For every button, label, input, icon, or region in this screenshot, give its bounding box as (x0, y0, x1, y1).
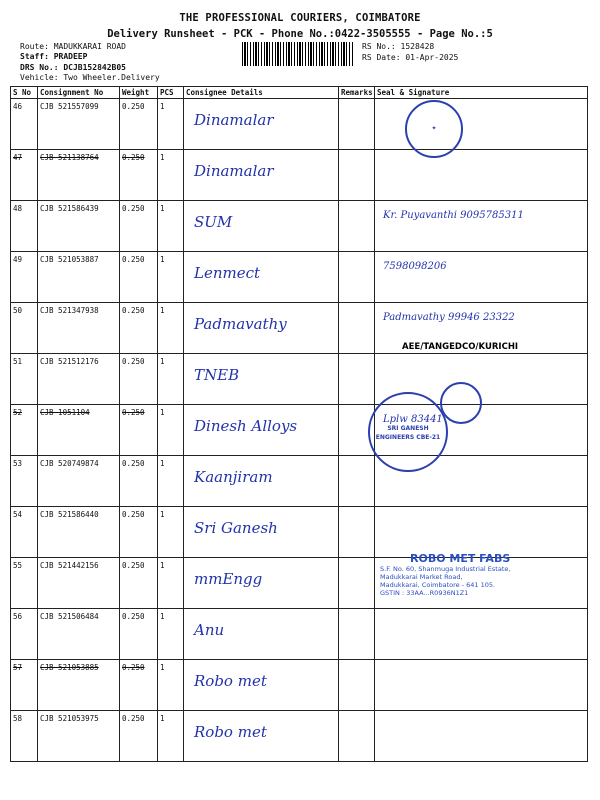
row-remarks (339, 150, 375, 201)
row-pcs: 1 (158, 150, 184, 201)
vehicle-label: Vehicle: Two Wheeler.Delivery (20, 73, 160, 82)
row-sno: 56 (11, 609, 38, 660)
row-sno: 47 (11, 150, 38, 201)
row-sno: 57 (11, 660, 38, 711)
robo-met-name: ROBO MET FABS (410, 552, 511, 565)
row-sno: 48 (11, 201, 38, 252)
col-consignment: Consignment No (38, 87, 120, 99)
row-consignment: CJB 521512176 (38, 354, 120, 405)
row-consignment: CJB 521053885 (38, 660, 120, 711)
row-pcs: 1 (158, 99, 184, 150)
row-consignee: Kaanjiram (184, 456, 339, 507)
row-seal (375, 252, 588, 303)
row-consignee: Robo met (184, 711, 339, 762)
round-seal-stamp: ✦ (405, 100, 463, 158)
table-row (11, 201, 588, 252)
row-weight: 0.250 (120, 660, 158, 711)
col-consignee: Consignee Details (184, 87, 339, 99)
row-pcs: 1 (158, 252, 184, 303)
route-label: Route: MADUKKARAI ROAD (20, 42, 126, 51)
table-row (11, 456, 588, 507)
sri-ganesh-stamp: SRI GANESH ENGINEERS CBE-21 (368, 392, 448, 472)
row-remarks (339, 507, 375, 558)
row-pcs: 1 (158, 711, 184, 762)
row-consignment: CJB 521557099 (38, 99, 120, 150)
row-remarks (339, 201, 375, 252)
row-consignee: Anu (184, 609, 339, 660)
row-consignee: TNEB (184, 354, 339, 405)
row-seal (375, 150, 588, 201)
row-remarks (339, 711, 375, 762)
col-remarks: Remarks (339, 87, 375, 99)
row-remarks (339, 609, 375, 660)
table-row (11, 405, 588, 456)
row-consignment: CJB 1051104 (38, 405, 120, 456)
rs-no-label: RS No.: 1528428 (362, 42, 435, 51)
row-seal (375, 201, 588, 252)
runsheet-subtitle: Delivery Runsheet - PCK - Phone No.:0422-3505555 - Page No.:5 (107, 28, 493, 40)
tangedco-stamp: AEE/TANGEDCO/KURICHI (402, 342, 519, 352)
row-consignee: Dinamalar (184, 150, 339, 201)
row-sno: 51 (11, 354, 38, 405)
row-consignee: Robo met (184, 660, 339, 711)
row-seal (375, 660, 588, 711)
drs-label: DRS No.: DCJB152842B05 (20, 63, 126, 72)
col-seal: Seal & Signature (375, 87, 588, 99)
row-remarks (339, 303, 375, 354)
row-sno: 53 (11, 456, 38, 507)
row-consignee: SUM (184, 201, 339, 252)
table-row (11, 507, 588, 558)
row-sno: 55 (11, 558, 38, 609)
rs-date-label: RS Date: 01-Apr-2025 (362, 53, 459, 62)
row-weight: 0.250 (120, 354, 158, 405)
row-remarks (339, 252, 375, 303)
row-remarks (339, 99, 375, 150)
row-pcs: 1 (158, 354, 184, 405)
row-pcs: 1 (158, 456, 184, 507)
handwritten-signature: 7598098206 (383, 261, 447, 272)
table-row (11, 711, 588, 762)
row-pcs: 1 (158, 303, 184, 354)
robo-met-addr3: Madukkarai, Coimbatore - 641 105. (380, 581, 496, 589)
row-seal (375, 609, 588, 660)
row-consignment: CJB 521586440 (38, 507, 120, 558)
table-row (11, 252, 588, 303)
row-weight: 0.250 (120, 303, 158, 354)
row-weight: 0.250 (120, 456, 158, 507)
row-remarks (339, 456, 375, 507)
row-consignee: mmEngg (184, 558, 339, 609)
row-weight: 0.250 (120, 558, 158, 609)
row-weight: 0.250 (120, 99, 158, 150)
row-consignment: CJB 521506484 (38, 609, 120, 660)
table-row (11, 354, 588, 405)
row-consignment: CJB 521586439 (38, 201, 120, 252)
row-weight: 0.250 (120, 201, 158, 252)
robo-met-stamp (380, 553, 570, 597)
row-consignment: CJB 521138764 (38, 150, 120, 201)
col-pcs: PCS (158, 87, 184, 99)
row-consignment: CJB 521442156 (38, 558, 120, 609)
row-consignee: Lenmect (184, 252, 339, 303)
handwritten-signature: Lplw 83441 (383, 414, 443, 425)
row-remarks (339, 660, 375, 711)
row-pcs: 1 (158, 609, 184, 660)
robo-met-addr2: Madukkarai Market Road, (380, 573, 463, 581)
table-row (11, 609, 588, 660)
row-consignee: Dinamalar (184, 99, 339, 150)
row-sno: 49 (11, 252, 38, 303)
second-round-stamp (440, 382, 482, 424)
table-row (11, 99, 588, 150)
table-header (11, 87, 588, 99)
row-pcs: 1 (158, 405, 184, 456)
col-sno: S No (11, 87, 38, 99)
row-consignee: Dinesh Alloys (184, 405, 339, 456)
row-pcs: 1 (158, 660, 184, 711)
runsheet-table (10, 86, 588, 762)
row-consignment: CJB 520749874 (38, 456, 120, 507)
row-weight: 0.250 (120, 150, 158, 201)
table-row (11, 150, 588, 201)
row-remarks (339, 558, 375, 609)
row-pcs: 1 (158, 201, 184, 252)
row-sno: 54 (11, 507, 38, 558)
robo-met-gstin: GSTIN : 33AA...R0936N1Z1 (380, 589, 469, 597)
row-consignment: CJB 521053887 (38, 252, 120, 303)
handwritten-signature: Kr. Puyavanthi 9095785311 (383, 210, 524, 221)
row-pcs: 1 (158, 507, 184, 558)
row-weight: 0.250 (120, 609, 158, 660)
row-seal (375, 507, 588, 558)
row-weight: 0.250 (120, 252, 158, 303)
row-sno: 50 (11, 303, 38, 354)
row-consignment: CJB 521347938 (38, 303, 120, 354)
row-weight: 0.250 (120, 711, 158, 762)
row-weight: 0.250 (120, 405, 158, 456)
barcode (242, 42, 354, 66)
row-seal (375, 711, 588, 762)
row-weight: 0.250 (120, 507, 158, 558)
company-title: THE PROFESSIONAL COURIERS, COIMBATORE (179, 12, 421, 24)
row-remarks (339, 354, 375, 405)
table-row (11, 660, 588, 711)
col-weight: Weight (120, 87, 158, 99)
row-sno: 58 (11, 711, 38, 762)
robo-met-addr1: S.F. No. 60, Shanmuga Industrial Estate, (380, 565, 511, 573)
row-consignment: CJB 521053975 (38, 711, 120, 762)
row-sno: 52 (11, 405, 38, 456)
row-pcs: 1 (158, 558, 184, 609)
row-consignee: Padmavathy (184, 303, 339, 354)
row-consignee: Sri Ganesh (184, 507, 339, 558)
staff-label: Staff: PRADEEP (20, 52, 88, 61)
handwritten-signature: Padmavathy 99946 23322 (383, 312, 515, 323)
row-sno: 46 (11, 99, 38, 150)
